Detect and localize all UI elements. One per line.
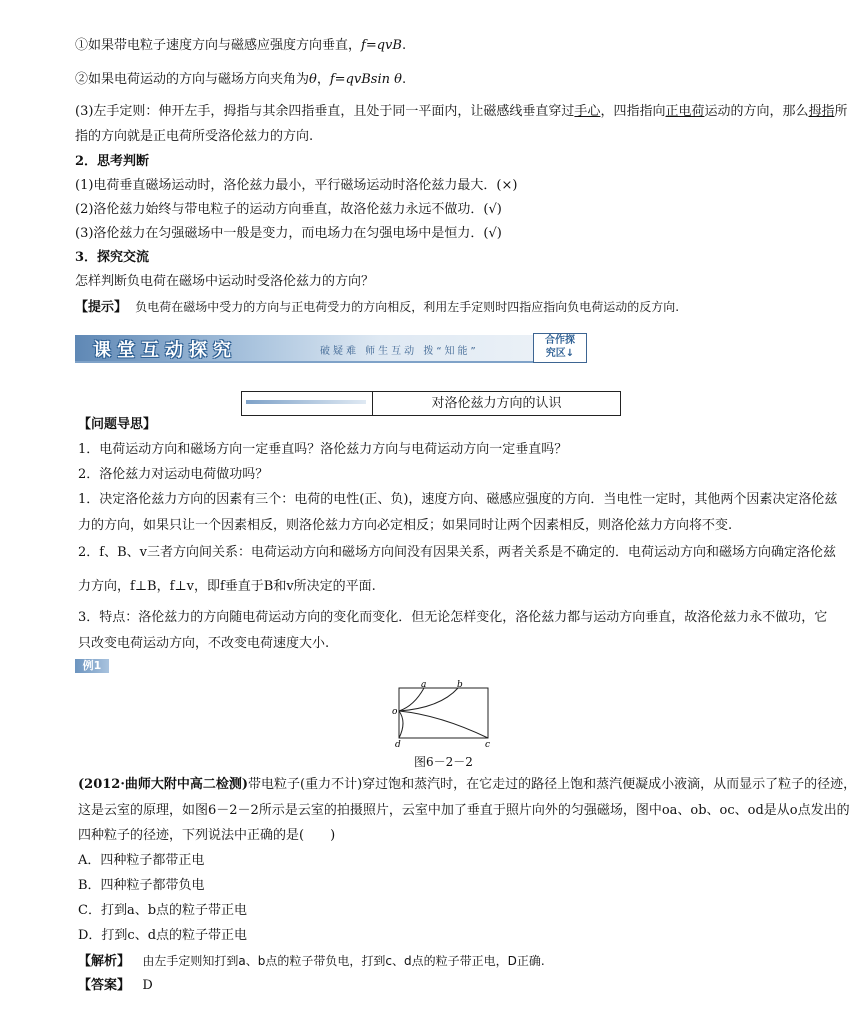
example-stem-text-1: 带电粒子(重力不计)穿过饱和蒸汽时，在它走过的路径上饱和蒸汽便凝成小液滴，从而显示了粒子的径迹， [248, 777, 857, 792]
formula-1: f=qvB [361, 38, 402, 53]
rule-underline-positive: 正电荷 [665, 104, 705, 119]
rule-underline-thumb: 拇指 [808, 104, 835, 119]
judge-item-3: (3)洛伦兹力在匀强磁场中一般是变力，而电场力在匀强电场中是恒力．(√) [75, 226, 502, 241]
judge-item-1: (1)电荷垂直磁场运动时，洛伦兹力最小，平行磁场运动时洛伦兹力最大．(×) [75, 178, 518, 193]
point-1-line-1: 1．决定洛伦兹力方向的因素有三个：电荷的电性(正、负)，速度方向、磁感应强度的方向．当电性一定时，其他两个因素决定洛伦兹 [78, 492, 838, 507]
analysis-line [78, 951, 545, 972]
track-oc [399, 711, 488, 738]
left-hand-rule-line-2: 指的方向就是正电荷所受洛伦兹力的方向. [75, 129, 314, 144]
label-c: c [485, 740, 491, 750]
rule-text-c: 运动的方向，那么 [704, 104, 809, 119]
tag-line-2: 究区↓ [545, 348, 575, 359]
topic-decoration-bar [246, 400, 366, 404]
topic-left-cell [242, 392, 373, 415]
rule-text-d: 所 [834, 104, 848, 119]
explore-heading: 3．探究交流 [75, 250, 150, 265]
label-b: b [457, 680, 463, 690]
explore-question: 怎样判断负电荷在磁场中运动时受洛伦兹力的方向？ [75, 274, 375, 289]
banner-subtitle: 破疑难 师生互动 拨“知能” [320, 346, 479, 357]
hint-line [75, 297, 679, 318]
point-2-line-1: 2．f、B、v三者方向间关系：电荷运动方向和磁场方向间没有因果关系，两者关系是不确定的．电荷运动方向和磁场方向确定洛伦兹 [78, 545, 836, 560]
analysis-text: 由左手定则知打到a、b点的粒子带负电，打到c、d点的粒子带正电，D正确. [142, 954, 545, 968]
point-1-line-2: 力的方向，如果只让一个因素相反，则洛伦兹力方向必定相反；如果同时让两个因素相反，则洛伦兹力方向将不变. [78, 518, 733, 533]
analysis-label: 【解析】 [78, 954, 131, 969]
point-3-line-2: 只改变电荷运动方向，不改变电荷速度大小. [78, 636, 330, 651]
example-stem-line-3: 四种粒子的径迹，下列说法中正确的是( ) [78, 828, 336, 843]
rule-text-a: (3)左手定则：伸开左手，拇指与其余四指垂直，且处于同一平面内，让磁感线垂直穿过 [75, 104, 575, 119]
topic-title: 对洛伦兹力方向的认识 [431, 396, 562, 411]
example-stem-line-2: 这是云室的原理，如图6－2－2所示是云室的拍摄照片，云室中加了垂直于照片向外的匀强磁场，图中oa、ob、oc、od是从o点发出的 [78, 803, 850, 818]
formula-2-comma: ， [316, 72, 330, 87]
banner-title: 课堂互动探究 [93, 340, 237, 361]
label-d: d [395, 740, 401, 750]
option-c: C．打到a、b点的粒子带正电 [78, 903, 248, 918]
answer-label: 【答案】 [78, 978, 131, 993]
formula-1-text: ①如果带电粒子速度方向与磁感应强度方向垂直， [75, 38, 362, 53]
formula-line-2 [75, 70, 406, 90]
formula-1-end: . [401, 38, 407, 53]
rule-text-b: ，四指指向 [600, 104, 666, 119]
judge-item-2: (2)洛伦兹力始终与带电粒子的运动方向垂直，故洛伦兹力永远不做功．(√) [75, 202, 502, 217]
theta-symbol: θ [309, 72, 317, 87]
hint-label: 【提示】 [75, 300, 128, 315]
point-2-line-2: 力方向，f⊥B，f⊥v，即f垂直于B和v所决定的平面. [78, 579, 376, 594]
formula-2: f=qvBsin θ [329, 72, 402, 87]
answer-line [78, 976, 153, 996]
section-banner [75, 335, 585, 363]
left-hand-rule-line-1 [75, 102, 848, 122]
guide-question-1: 1．电荷运动方向和磁场方向一定垂直吗？洛伦兹力方向与电荷运动方向一定垂直吗？ [78, 442, 568, 457]
formula-2-text: ②如果电荷运动的方向与磁场方向夹角为 [75, 72, 310, 87]
track-ob [399, 688, 458, 711]
track-od [399, 711, 403, 738]
point-3-line-1: 3．特点：洛伦兹力的方向随电荷运动方向的变化而变化．但无论怎样变化，洛伦兹力都与运动方向垂直，故洛伦兹力永不做功，它 [78, 610, 828, 625]
cloud-chamber-figure [390, 680, 500, 750]
label-o: o [392, 707, 398, 717]
label-a: a [421, 680, 427, 690]
formula-line-1 [75, 36, 406, 56]
judge-heading: 2．思考判断 [75, 154, 150, 169]
tag-line-1: 合作探 [545, 335, 575, 346]
option-d: D．打到c、d点的粒子带正电 [78, 928, 248, 943]
hint-text: 负电荷在磁场中受力的方向与正电荷受力的方向相反，利用左手定则时四指应指向负电荷运动的反方向. [135, 300, 680, 314]
guide-question-2: 2．洛伦兹力对运动电荷做功吗？ [78, 467, 269, 482]
example-stem-line-1 [78, 775, 856, 795]
example-source: (2012·曲师大附中高二检测) [78, 777, 249, 792]
figure-caption: 图6－2－2 [414, 755, 473, 769]
answer-text: D [142, 978, 153, 993]
guide-label: 【问题导思】 [78, 417, 157, 432]
cooperation-zone-tag [533, 333, 587, 363]
formula-2-end: . [401, 72, 407, 87]
topic-box [241, 391, 621, 416]
option-b: B．四种粒子都带负电 [78, 878, 205, 893]
example-tag: 例1 [75, 659, 109, 673]
rule-underline-palm: 手心 [574, 104, 601, 119]
option-a: A．四种粒子都带正电 [78, 853, 205, 868]
